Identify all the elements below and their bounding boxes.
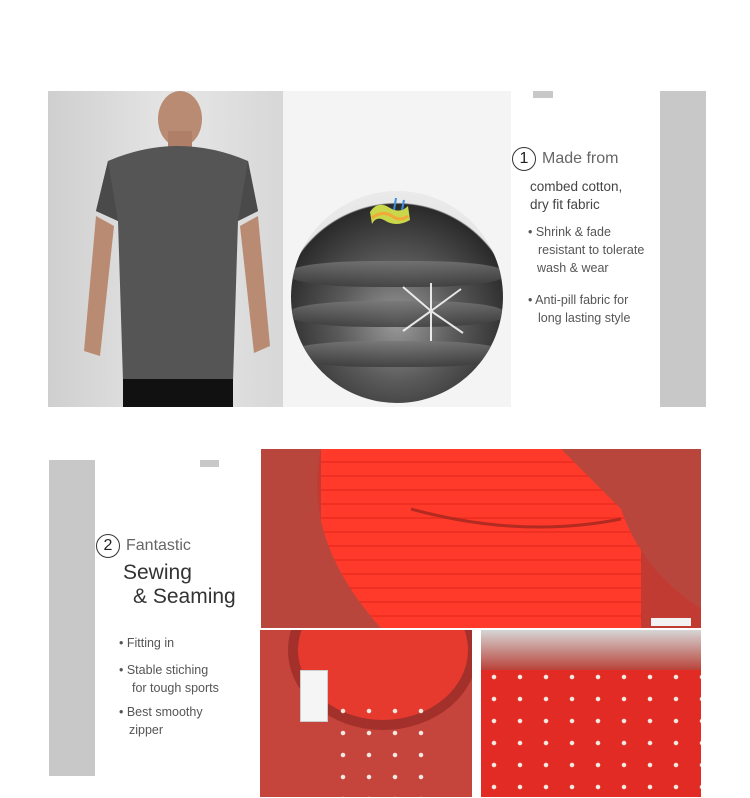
size-label <box>300 670 328 722</box>
headline-seaming: & Seaming <box>133 585 236 608</box>
feature-heading-1 <box>512 147 618 171</box>
heading-text: Made from <box>542 150 619 168</box>
fabric-edge <box>481 630 701 670</box>
bullet-fitting <box>119 634 239 652</box>
bullet-anti-pill <box>528 291 658 327</box>
bullet-line: zipper <box>129 723 164 737</box>
feature-heading-2 <box>96 534 191 558</box>
heading-text: Fantastic <box>126 537 191 555</box>
perforation-dots <box>481 666 701 797</box>
description-line: dry fit fabric <box>530 197 600 212</box>
description-line: combed cotton, <box>530 179 623 194</box>
gray-tab <box>533 91 553 98</box>
bullet-line: resistant to tolerate <box>538 243 645 257</box>
perforation-dots <box>330 700 440 797</box>
bullet-shrink-fade <box>528 223 658 277</box>
bullet-line: • Fitting in <box>119 636 175 650</box>
bullet-line: • Stable stiching <box>119 663 209 677</box>
bullet-line: long lasting style <box>538 311 631 325</box>
bullet-line: • Best smoothy <box>119 705 203 719</box>
bullet-line: • Anti-pill fabric for <box>528 293 629 307</box>
number-badge-1: 1 <box>512 147 536 171</box>
gray-tab <box>200 460 219 467</box>
red-shirt-collar-photo <box>260 630 472 797</box>
label-tag <box>651 618 691 626</box>
seam-folds <box>261 449 701 628</box>
headline-sewing: Sewing <box>123 561 192 584</box>
number-badge-2: 2 <box>96 534 120 558</box>
red-shirt-mesh-photo <box>481 630 701 797</box>
bullet-zipper <box>119 703 239 739</box>
fabric-description <box>530 178 660 214</box>
bullet-stitching <box>119 661 239 697</box>
bullet-line: for tough sports <box>132 681 219 695</box>
bullet-line: • Shrink & fade <box>528 225 611 239</box>
model-tshirt-photo <box>48 91 283 407</box>
gray-band <box>660 91 706 407</box>
red-shirt-seam-photo <box>261 449 701 628</box>
bullet-line: wash & wear <box>537 261 609 275</box>
gray-band <box>49 460 95 776</box>
model-illustration <box>48 91 283 407</box>
moisture-wicking-icon <box>366 198 412 228</box>
